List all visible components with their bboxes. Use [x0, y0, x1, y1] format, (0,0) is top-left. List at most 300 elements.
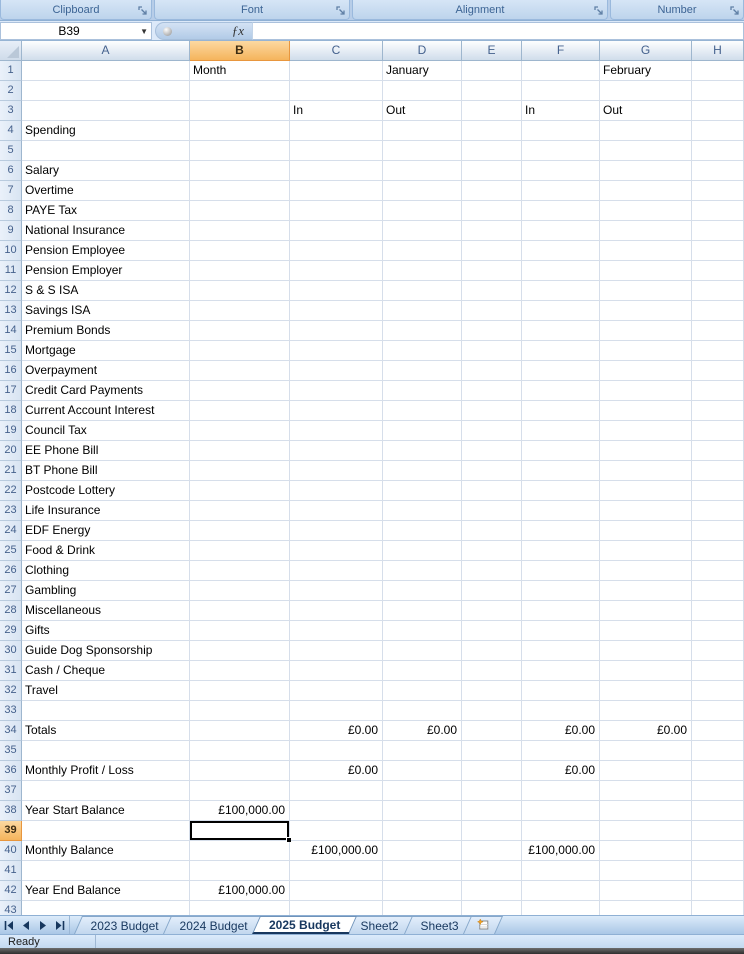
last-sheet-icon[interactable] [54, 919, 66, 931]
row-header-9[interactable]: 9 [0, 221, 22, 241]
cell-F37[interactable] [522, 781, 600, 801]
cell-C6[interactable] [290, 161, 383, 181]
cell-B14[interactable] [190, 321, 290, 341]
cell-G8[interactable] [600, 201, 692, 221]
cell-A21[interactable]: BT Phone Bill [22, 461, 190, 481]
row-header-17[interactable]: 17 [0, 381, 22, 401]
cell-H9[interactable] [692, 221, 744, 241]
cell-C41[interactable] [290, 861, 383, 881]
cell-H36[interactable] [692, 761, 744, 781]
cell-E9[interactable] [462, 221, 522, 241]
cell-F7[interactable] [522, 181, 600, 201]
cell-D10[interactable] [383, 241, 462, 261]
cell-B41[interactable] [190, 861, 290, 881]
cell-D26[interactable] [383, 561, 462, 581]
cell-A35[interactable] [22, 741, 190, 761]
cell-E1[interactable] [462, 61, 522, 81]
cell-C42[interactable] [290, 881, 383, 901]
cell-G21[interactable] [600, 461, 692, 481]
cell-B27[interactable] [190, 581, 290, 601]
cell-H34[interactable] [692, 721, 744, 741]
cell-H35[interactable] [692, 741, 744, 761]
row-header-29[interactable]: 29 [0, 621, 22, 641]
cell-D14[interactable] [383, 321, 462, 341]
column-header-A[interactable]: A [22, 41, 190, 61]
cell-A19[interactable]: Council Tax [22, 421, 190, 441]
cell-A1[interactable] [22, 61, 190, 81]
cell-G29[interactable] [600, 621, 692, 641]
cell-A23[interactable]: Life Insurance [22, 501, 190, 521]
cell-F34[interactable]: £0.00 [522, 721, 600, 741]
cell-G31[interactable] [600, 661, 692, 681]
cell-D5[interactable] [383, 141, 462, 161]
cell-C39[interactable] [290, 821, 383, 841]
cell-F1[interactable] [522, 61, 600, 81]
cell-H23[interactable] [692, 501, 744, 521]
cell-E12[interactable] [462, 281, 522, 301]
cell-A15[interactable]: Mortgage [22, 341, 190, 361]
cell-G34[interactable]: £0.00 [600, 721, 692, 741]
row-header-10[interactable]: 10 [0, 241, 22, 261]
row-header-33[interactable]: 33 [0, 701, 22, 721]
cell-D21[interactable] [383, 461, 462, 481]
cell-C31[interactable] [290, 661, 383, 681]
cell-D8[interactable] [383, 201, 462, 221]
cell-G28[interactable] [600, 601, 692, 621]
cell-G19[interactable] [600, 421, 692, 441]
cell-B6[interactable] [190, 161, 290, 181]
cell-H32[interactable] [692, 681, 744, 701]
cell-F5[interactable] [522, 141, 600, 161]
cell-A41[interactable] [22, 861, 190, 881]
row-header-12[interactable]: 12 [0, 281, 22, 301]
cell-B31[interactable] [190, 661, 290, 681]
cell-F23[interactable] [522, 501, 600, 521]
cell-G14[interactable] [600, 321, 692, 341]
cell-D17[interactable] [383, 381, 462, 401]
cell-B38[interactable]: £100,000.00 [190, 801, 290, 821]
cell-F24[interactable] [522, 521, 600, 541]
cell-H16[interactable] [692, 361, 744, 381]
cell-C18[interactable] [290, 401, 383, 421]
cell-D22[interactable] [383, 481, 462, 501]
row-header-28[interactable]: 28 [0, 601, 22, 621]
row-header-7[interactable]: 7 [0, 181, 22, 201]
cell-B25[interactable] [190, 541, 290, 561]
prev-sheet-icon[interactable] [20, 919, 32, 931]
column-header-C[interactable]: C [290, 41, 383, 61]
cell-C11[interactable] [290, 261, 383, 281]
cell-E18[interactable] [462, 401, 522, 421]
cell-D40[interactable] [383, 841, 462, 861]
cell-E25[interactable] [462, 541, 522, 561]
row-header-31[interactable]: 31 [0, 661, 22, 681]
row-header-35[interactable]: 35 [0, 741, 22, 761]
cell-C1[interactable] [290, 61, 383, 81]
cell-C5[interactable] [290, 141, 383, 161]
cell-A36[interactable]: Monthly Profit / Loss [22, 761, 190, 781]
row-header-40[interactable]: 40 [0, 841, 22, 861]
cell-B8[interactable] [190, 201, 290, 221]
cell-A26[interactable]: Clothing [22, 561, 190, 581]
cell-B43[interactable] [190, 901, 290, 915]
cell-B30[interactable] [190, 641, 290, 661]
cell-H20[interactable] [692, 441, 744, 461]
cell-B2[interactable] [190, 81, 290, 101]
row-header-23[interactable]: 23 [0, 501, 22, 521]
cell-D16[interactable] [383, 361, 462, 381]
cell-C23[interactable] [290, 501, 383, 521]
row-header-15[interactable]: 15 [0, 341, 22, 361]
cell-C37[interactable] [290, 781, 383, 801]
cell-F13[interactable] [522, 301, 600, 321]
cell-A34[interactable]: Totals [22, 721, 190, 741]
cell-B17[interactable] [190, 381, 290, 401]
cell-B18[interactable] [190, 401, 290, 421]
cell-G43[interactable] [600, 901, 692, 915]
cell-C29[interactable] [290, 621, 383, 641]
cell-B28[interactable] [190, 601, 290, 621]
cell-H38[interactable] [692, 801, 744, 821]
dialog-launcher-icon[interactable] [137, 5, 148, 16]
cell-F16[interactable] [522, 361, 600, 381]
cell-D11[interactable] [383, 261, 462, 281]
cell-E4[interactable] [462, 121, 522, 141]
cell-E40[interactable] [462, 841, 522, 861]
cell-A22[interactable]: Postcode Lottery [22, 481, 190, 501]
cell-H31[interactable] [692, 661, 744, 681]
cell-D41[interactable] [383, 861, 462, 881]
next-sheet-icon[interactable] [37, 919, 49, 931]
cell-D28[interactable] [383, 601, 462, 621]
cell-E20[interactable] [462, 441, 522, 461]
row-header-41[interactable]: 41 [0, 861, 22, 881]
column-header-B[interactable]: B [190, 41, 290, 61]
cell-E17[interactable] [462, 381, 522, 401]
cell-F2[interactable] [522, 81, 600, 101]
cell-H30[interactable] [692, 641, 744, 661]
cell-H29[interactable] [692, 621, 744, 641]
cell-H40[interactable] [692, 841, 744, 861]
cell-H37[interactable] [692, 781, 744, 801]
cell-H18[interactable] [692, 401, 744, 421]
cell-E11[interactable] [462, 261, 522, 281]
cell-B42[interactable]: £100,000.00 [190, 881, 290, 901]
cell-H43[interactable] [692, 901, 744, 915]
row-header-8[interactable]: 8 [0, 201, 22, 221]
cell-H28[interactable] [692, 601, 744, 621]
cell-F40[interactable]: £100,000.00 [522, 841, 600, 861]
cell-H5[interactable] [692, 141, 744, 161]
row-header-43[interactable]: 43 [0, 901, 22, 915]
cell-A32[interactable]: Travel [22, 681, 190, 701]
cell-F11[interactable] [522, 261, 600, 281]
cell-C10[interactable] [290, 241, 383, 261]
column-header-F[interactable]: F [522, 41, 600, 61]
cell-A28[interactable]: Miscellaneous [22, 601, 190, 621]
cell-D25[interactable] [383, 541, 462, 561]
cell-B20[interactable] [190, 441, 290, 461]
name-box-dropdown-icon[interactable]: ▼ [140, 27, 148, 36]
cell-E35[interactable] [462, 741, 522, 761]
cell-E27[interactable] [462, 581, 522, 601]
cell-F29[interactable] [522, 621, 600, 641]
cell-G38[interactable] [600, 801, 692, 821]
cell-G16[interactable] [600, 361, 692, 381]
cell-F9[interactable] [522, 221, 600, 241]
cell-C16[interactable] [290, 361, 383, 381]
cell-C25[interactable] [290, 541, 383, 561]
cell-B26[interactable] [190, 561, 290, 581]
cell-G41[interactable] [600, 861, 692, 881]
cell-F4[interactable] [522, 121, 600, 141]
cell-F27[interactable] [522, 581, 600, 601]
cell-D15[interactable] [383, 341, 462, 361]
cell-G40[interactable] [600, 841, 692, 861]
cell-F6[interactable] [522, 161, 600, 181]
cell-G24[interactable] [600, 521, 692, 541]
cell-C34[interactable]: £0.00 [290, 721, 383, 741]
cell-A3[interactable] [22, 101, 190, 121]
cell-B9[interactable] [190, 221, 290, 241]
cell-E31[interactable] [462, 661, 522, 681]
cell-A6[interactable]: Salary [22, 161, 190, 181]
cell-B4[interactable] [190, 121, 290, 141]
cell-C40[interactable]: £100,000.00 [290, 841, 383, 861]
cell-D30[interactable] [383, 641, 462, 661]
column-header-G[interactable]: G [600, 41, 692, 61]
row-header-22[interactable]: 22 [0, 481, 22, 501]
row-header-27[interactable]: 27 [0, 581, 22, 601]
cell-C19[interactable] [290, 421, 383, 441]
cell-A33[interactable] [22, 701, 190, 721]
cell-H24[interactable] [692, 521, 744, 541]
cell-G35[interactable] [600, 741, 692, 761]
cell-H27[interactable] [692, 581, 744, 601]
cell-G2[interactable] [600, 81, 692, 101]
cell-B33[interactable] [190, 701, 290, 721]
cell-D24[interactable] [383, 521, 462, 541]
row-header-34[interactable]: 34 [0, 721, 22, 741]
row-header-38[interactable]: 38 [0, 801, 22, 821]
cell-A18[interactable]: Current Account Interest [22, 401, 190, 421]
cell-F15[interactable] [522, 341, 600, 361]
cell-A4[interactable]: Spending [22, 121, 190, 141]
cell-H42[interactable] [692, 881, 744, 901]
cell-F10[interactable] [522, 241, 600, 261]
cell-G20[interactable] [600, 441, 692, 461]
cell-H10[interactable] [692, 241, 744, 261]
cell-F41[interactable] [522, 861, 600, 881]
cell-A16[interactable]: Overpayment [22, 361, 190, 381]
cell-D3[interactable]: Out [383, 101, 462, 121]
cell-A12[interactable]: S & S ISA [22, 281, 190, 301]
cell-C2[interactable] [290, 81, 383, 101]
cell-B3[interactable] [190, 101, 290, 121]
cell-D19[interactable] [383, 421, 462, 441]
cell-E23[interactable] [462, 501, 522, 521]
cell-H13[interactable] [692, 301, 744, 321]
row-header-30[interactable]: 30 [0, 641, 22, 661]
cell-B5[interactable] [190, 141, 290, 161]
row-header-1[interactable]: 1 [0, 61, 22, 81]
cell-A27[interactable]: Gambling [22, 581, 190, 601]
cell-B19[interactable] [190, 421, 290, 441]
cell-F31[interactable] [522, 661, 600, 681]
cell-H6[interactable] [692, 161, 744, 181]
cell-D43[interactable] [383, 901, 462, 915]
cell-F42[interactable] [522, 881, 600, 901]
name-box[interactable] [0, 22, 152, 40]
row-header-5[interactable]: 5 [0, 141, 22, 161]
cell-G30[interactable] [600, 641, 692, 661]
cell-E6[interactable] [462, 161, 522, 181]
row-header-4[interactable]: 4 [0, 121, 22, 141]
cell-B15[interactable] [190, 341, 290, 361]
cell-H1[interactable] [692, 61, 744, 81]
cell-H22[interactable] [692, 481, 744, 501]
cell-D31[interactable] [383, 661, 462, 681]
cell-B35[interactable] [190, 741, 290, 761]
cell-D33[interactable] [383, 701, 462, 721]
dialog-launcher-icon[interactable] [335, 5, 346, 16]
cell-E37[interactable] [462, 781, 522, 801]
cell-E7[interactable] [462, 181, 522, 201]
cell-G10[interactable] [600, 241, 692, 261]
cell-B32[interactable] [190, 681, 290, 701]
row-header-14[interactable]: 14 [0, 321, 22, 341]
cell-A29[interactable]: Gifts [22, 621, 190, 641]
cell-E39[interactable] [462, 821, 522, 841]
cell-D9[interactable] [383, 221, 462, 241]
cell-A38[interactable]: Year Start Balance [22, 801, 190, 821]
cell-A43[interactable] [22, 901, 190, 915]
cell-C36[interactable]: £0.00 [290, 761, 383, 781]
cell-H41[interactable] [692, 861, 744, 881]
column-header-D[interactable]: D [383, 41, 462, 61]
cell-A39[interactable] [22, 821, 190, 841]
row-header-26[interactable]: 26 [0, 561, 22, 581]
cell-D12[interactable] [383, 281, 462, 301]
cell-G37[interactable] [600, 781, 692, 801]
cell-F33[interactable] [522, 701, 600, 721]
cell-D20[interactable] [383, 441, 462, 461]
cell-E2[interactable] [462, 81, 522, 101]
cell-C22[interactable] [290, 481, 383, 501]
cell-E30[interactable] [462, 641, 522, 661]
cell-E28[interactable] [462, 601, 522, 621]
cell-B21[interactable] [190, 461, 290, 481]
row-header-21[interactable]: 21 [0, 461, 22, 481]
cell-D42[interactable] [383, 881, 462, 901]
cell-C28[interactable] [290, 601, 383, 621]
cell-B37[interactable] [190, 781, 290, 801]
row-header-3[interactable]: 3 [0, 101, 22, 121]
cell-A14[interactable]: Premium Bonds [22, 321, 190, 341]
cell-D32[interactable] [383, 681, 462, 701]
cell-G22[interactable] [600, 481, 692, 501]
cell-A5[interactable] [22, 141, 190, 161]
cell-C24[interactable] [290, 521, 383, 541]
cell-D18[interactable] [383, 401, 462, 421]
cell-A42[interactable]: Year End Balance [22, 881, 190, 901]
cell-A17[interactable]: Credit Card Payments [22, 381, 190, 401]
sheet-tab-2024-budget[interactable] [163, 916, 265, 934]
cell-A30[interactable]: Guide Dog Sponsorship [22, 641, 190, 661]
cell-E10[interactable] [462, 241, 522, 261]
cell-G4[interactable] [600, 121, 692, 141]
cell-G26[interactable] [600, 561, 692, 581]
cell-G18[interactable] [600, 401, 692, 421]
insert-worksheet-tab[interactable] [463, 916, 503, 934]
cell-H3[interactable] [692, 101, 744, 121]
cell-G36[interactable] [600, 761, 692, 781]
cell-F14[interactable] [522, 321, 600, 341]
cell-D2[interactable] [383, 81, 462, 101]
cell-A25[interactable]: Food & Drink [22, 541, 190, 561]
cell-E34[interactable] [462, 721, 522, 741]
cell-C33[interactable] [290, 701, 383, 721]
cell-E36[interactable] [462, 761, 522, 781]
cell-E42[interactable] [462, 881, 522, 901]
cell-A24[interactable]: EDF Energy [22, 521, 190, 541]
cell-F18[interactable] [522, 401, 600, 421]
cell-G33[interactable] [600, 701, 692, 721]
cell-H7[interactable] [692, 181, 744, 201]
cell-B40[interactable] [190, 841, 290, 861]
cell-F25[interactable] [522, 541, 600, 561]
row-header-37[interactable]: 37 [0, 781, 22, 801]
cell-H14[interactable] [692, 321, 744, 341]
cell-A8[interactable]: PAYE Tax [22, 201, 190, 221]
row-header-19[interactable]: 19 [0, 421, 22, 441]
cell-B23[interactable] [190, 501, 290, 521]
cell-G42[interactable] [600, 881, 692, 901]
cell-F39[interactable] [522, 821, 600, 841]
cell-E43[interactable] [462, 901, 522, 915]
cell-H2[interactable] [692, 81, 744, 101]
cell-D6[interactable] [383, 161, 462, 181]
row-header-20[interactable]: 20 [0, 441, 22, 461]
cell-F38[interactable] [522, 801, 600, 821]
cell-H8[interactable] [692, 201, 744, 221]
cell-G9[interactable] [600, 221, 692, 241]
cell-H39[interactable] [692, 821, 744, 841]
row-header-42[interactable]: 42 [0, 881, 22, 901]
cell-C32[interactable] [290, 681, 383, 701]
cell-E22[interactable] [462, 481, 522, 501]
cell-D7[interactable] [383, 181, 462, 201]
cell-C26[interactable] [290, 561, 383, 581]
row-header-32[interactable]: 32 [0, 681, 22, 701]
cell-A9[interactable]: National Insurance [22, 221, 190, 241]
cell-E13[interactable] [462, 301, 522, 321]
cell-E8[interactable] [462, 201, 522, 221]
cell-D1[interactable]: January [383, 61, 462, 81]
cell-F43[interactable] [522, 901, 600, 915]
cell-A2[interactable] [22, 81, 190, 101]
column-header-H[interactable]: H [692, 41, 744, 61]
cell-C7[interactable] [290, 181, 383, 201]
cell-A10[interactable]: Pension Employee [22, 241, 190, 261]
cell-F28[interactable] [522, 601, 600, 621]
cell-D29[interactable] [383, 621, 462, 641]
cell-B36[interactable] [190, 761, 290, 781]
cell-B7[interactable] [190, 181, 290, 201]
cell-G25[interactable] [600, 541, 692, 561]
cell-E33[interactable] [462, 701, 522, 721]
cell-H33[interactable] [692, 701, 744, 721]
